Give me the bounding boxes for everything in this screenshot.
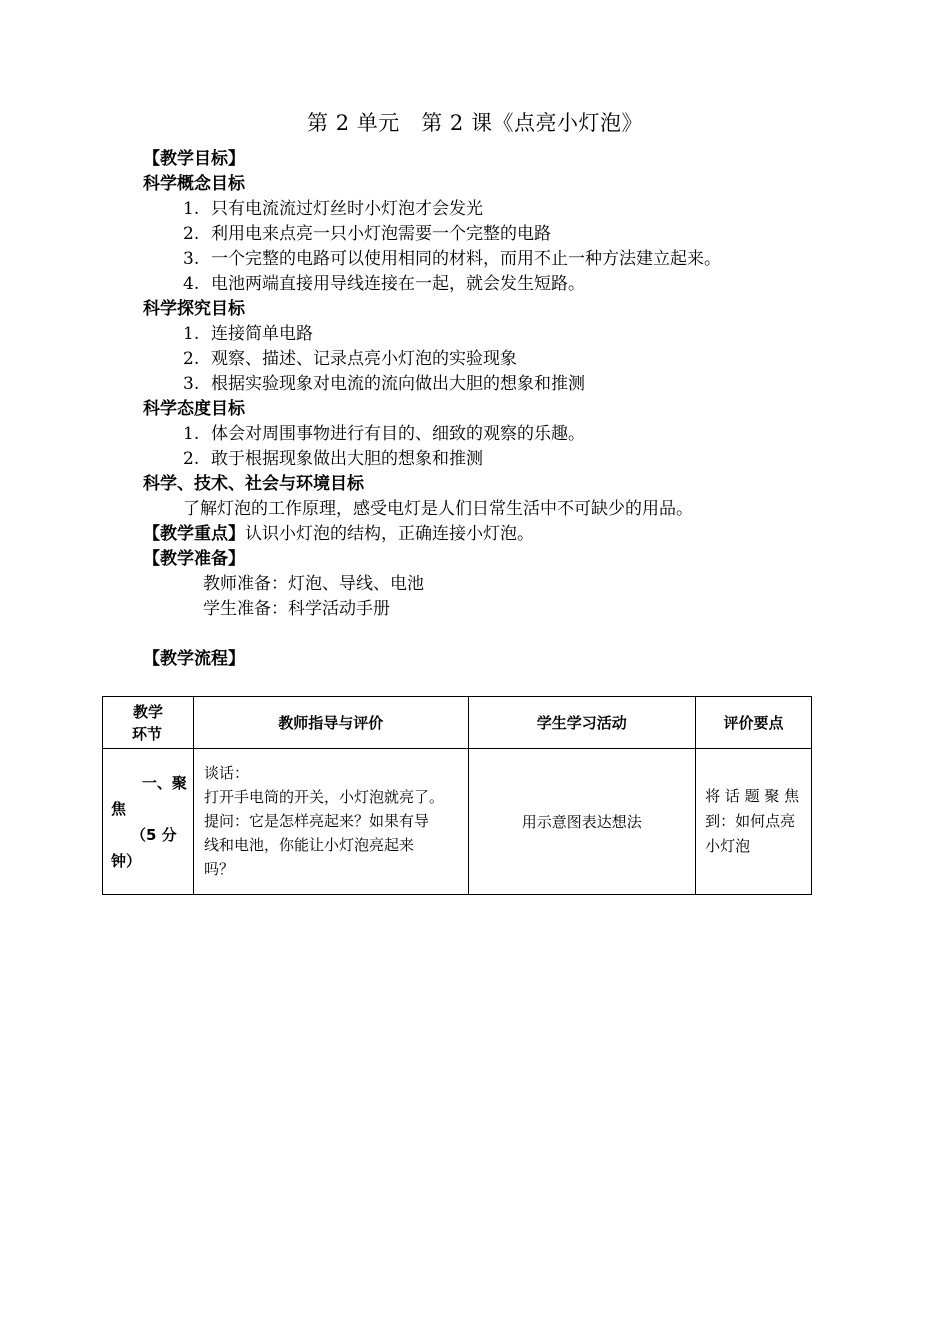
teacher-guidance-cell bbox=[193, 749, 468, 895]
table-header-row bbox=[103, 697, 812, 749]
objectives-heading: 【教学目标】 bbox=[143, 149, 245, 169]
eval-line: 小灯泡 bbox=[705, 837, 751, 855]
list-text: 连接简单电路 bbox=[211, 324, 313, 344]
list-number: 3. bbox=[183, 374, 200, 394]
student-activity-cell: 用示意图表达想法 bbox=[468, 749, 696, 895]
eval-cell bbox=[696, 749, 812, 895]
stage-line: 钟） bbox=[111, 851, 142, 870]
header-student: 学生学习活动 bbox=[468, 697, 696, 749]
list-text: 体会对周围事物进行有目的、细致的观察的乐趣。 bbox=[211, 424, 585, 444]
page-title: 第 2 单元 第 2 课《点亮小灯泡》 bbox=[307, 111, 643, 135]
stage-line: 焦 bbox=[111, 799, 127, 818]
concept-heading: 科学概念目标 bbox=[143, 174, 245, 194]
list-text: 利用电来点亮一只小灯泡需要一个完整的电路 bbox=[211, 224, 551, 244]
inquiry-heading: 科学探究目标 bbox=[143, 299, 245, 319]
header-eval: 评价要点 bbox=[696, 697, 812, 749]
list-item bbox=[183, 247, 721, 272]
teacher-line: 吗？ bbox=[203, 860, 234, 878]
list-number: 3. bbox=[183, 249, 200, 269]
key-point bbox=[143, 522, 534, 547]
preparation-heading: 【教学准备】 bbox=[143, 549, 245, 569]
list-text: 电池两端直接用导线连接在一起，就会发生短路。 bbox=[211, 274, 585, 294]
attitude-heading: 科学态度目标 bbox=[143, 399, 245, 419]
list-item bbox=[183, 422, 585, 447]
flow-heading: 【教学流程】 bbox=[143, 649, 245, 669]
teacher-line: 打开手电筒的开关，小灯泡就亮了。 bbox=[203, 788, 444, 806]
eval-line: 将 话 题 聚 焦 bbox=[705, 787, 800, 805]
key-point-text: 认识小灯泡的结构，正确连接小灯泡。 bbox=[245, 524, 534, 544]
header-teacher: 教师指导与评价 bbox=[193, 697, 468, 749]
list-number: 2. bbox=[183, 224, 200, 244]
stage-cell bbox=[103, 749, 194, 895]
table-row bbox=[103, 749, 812, 895]
teacher-line: 谈话： bbox=[203, 764, 249, 782]
teacher-line: 提问：它是怎样亮起来？如果有导 bbox=[203, 812, 429, 830]
teacher-preparation: 教师准备：灯泡、导线、电池 bbox=[203, 574, 424, 594]
teaching-flow-table bbox=[102, 696, 812, 895]
header-stage-line: 环节 bbox=[132, 724, 163, 743]
student-preparation: 学生准备：科学活动手册 bbox=[203, 599, 390, 619]
list-item bbox=[183, 322, 313, 347]
list-item bbox=[183, 447, 483, 472]
list-number: 4. bbox=[183, 274, 200, 294]
list-item bbox=[183, 222, 551, 247]
list-text: 观察、描述、记录点亮小灯泡的实验现象 bbox=[211, 349, 517, 369]
header-stage bbox=[103, 697, 194, 749]
list-item bbox=[183, 372, 585, 397]
list-text: 敢于根据现象做出大胆的想象和推测 bbox=[211, 449, 483, 469]
sts-text: 了解灯泡的工作原理，感受电灯是人们日常生活中不可缺少的用品。 bbox=[183, 499, 693, 519]
list-number: 2. bbox=[183, 349, 200, 369]
list-number: 1. bbox=[183, 424, 200, 444]
list-item bbox=[183, 197, 483, 222]
list-text: 一个完整的电路可以使用相同的材料，而用不止一种方法建立起来。 bbox=[211, 249, 721, 269]
list-number: 1. bbox=[183, 199, 200, 219]
stage-line: 一、聚 bbox=[141, 773, 187, 792]
list-number: 2. bbox=[183, 449, 200, 469]
stage-line: （5 分 bbox=[131, 825, 177, 844]
list-text: 只有电流流过灯丝时小灯泡才会发光 bbox=[211, 199, 483, 219]
list-item bbox=[183, 272, 585, 297]
eval-line: 到：如何点亮 bbox=[705, 812, 796, 830]
header-stage-line: 教学 bbox=[132, 702, 163, 721]
key-point-label: 【教学重点】 bbox=[143, 524, 245, 544]
list-item bbox=[183, 347, 517, 372]
sts-heading: 科学、技术、社会与环境目标 bbox=[143, 474, 364, 494]
list-number: 1. bbox=[183, 324, 200, 344]
list-text: 根据实验现象对电流的流向做出大胆的想象和推测 bbox=[211, 374, 585, 394]
teacher-line: 线和电池，你能让小灯泡亮起来 bbox=[203, 836, 414, 854]
